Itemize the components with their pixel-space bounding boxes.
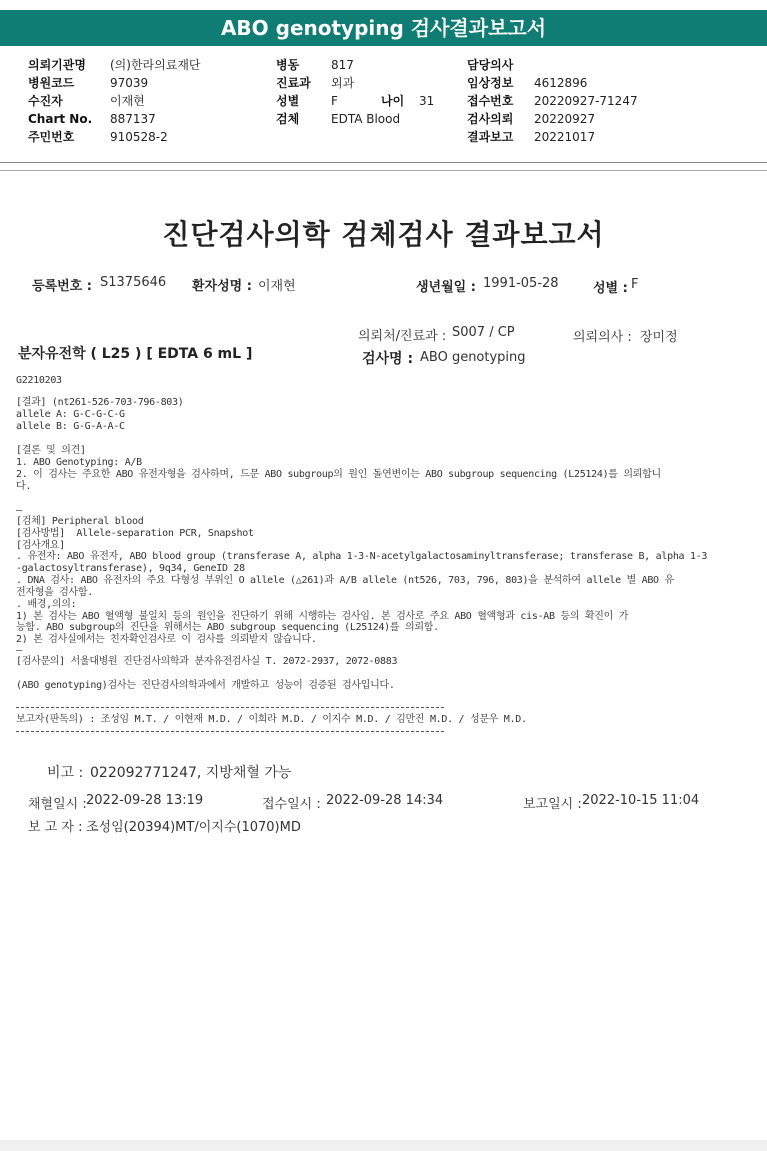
report-line: . 배경,의의: bbox=[16, 599, 77, 610]
info-row: 접수번호 20220927-71247 bbox=[467, 94, 638, 108]
report-line: [검사문의] 서울대병원 진단검사의학과 분자유전검사실 T. 2072-2937, 2072-0883 bbox=[16, 656, 398, 667]
sex-value: F bbox=[631, 277, 639, 292]
info-col2 bbox=[276, 56, 434, 128]
exam-label: 검사명 : bbox=[362, 351, 414, 367]
report-title: 진단검사의학 검체검사 결과보고서 bbox=[162, 218, 605, 251]
receive-value: 2022-09-28 14:34 bbox=[326, 793, 444, 808]
report-line: allele B: G-G-A-A-C bbox=[16, 421, 125, 432]
report-line: [결론 및 의견] bbox=[16, 445, 86, 456]
report-line: [결과] (nt261-526-703-796-803) bbox=[16, 397, 184, 408]
info-row: 담당의사 bbox=[467, 58, 514, 72]
report-line: [검체] Peripheral blood bbox=[16, 516, 144, 527]
info-row: 결과보고 20221017 bbox=[467, 130, 596, 144]
collect-label: 채혈일시 : bbox=[28, 797, 87, 812]
report-line: 능함. ABO subgroup의 진단을 위해서는 ABO subgroup sequencing (L25124)를 의뢰함. bbox=[16, 622, 439, 633]
report-line: — bbox=[16, 645, 22, 656]
exam-value: ABO genotyping bbox=[420, 350, 526, 365]
collect-value: 2022-09-28 13:19 bbox=[86, 793, 204, 808]
divider bbox=[0, 170, 767, 171]
info-row: 의뢰기관명 (의)한라의료재단 bbox=[28, 58, 201, 72]
info-col1 bbox=[28, 56, 201, 146]
footer-strip bbox=[0, 1140, 767, 1151]
specimen-code: G2210203 bbox=[16, 375, 62, 386]
note-value: 022092771247, 지방채혈 가능 bbox=[90, 765, 292, 781]
report-line: 2) 본 검사실에서는 친자확인검사로 이 검사를 의뢰받지 않습니다. bbox=[16, 634, 317, 645]
report-line: . 유전자: ABO 유전자, ABO blood group (transferase A, alpha 1-3-N-acetylgalactosaminyltransferase; transferase B, alpha 1-3 bbox=[16, 551, 708, 562]
info-row: 수진자 이재현 bbox=[28, 94, 145, 108]
report-line: 1. ABO Genotyping: A/B bbox=[16, 457, 142, 468]
report-line: — bbox=[16, 505, 22, 516]
patient-value: 이재현 bbox=[258, 279, 296, 294]
sex-label: 성별 : bbox=[593, 281, 628, 296]
info-row: 임상정보 4612896 bbox=[467, 76, 588, 90]
report-line: allele A: G-C-G-C-G bbox=[16, 409, 125, 420]
report-line: 전자형을 검사함. bbox=[16, 587, 93, 598]
info-row: 검체 EDTA Blood bbox=[276, 112, 401, 126]
dept-label: 의뢰처/진료과 : bbox=[358, 329, 447, 344]
header-title: ABO genotyping 검사결과보고서 bbox=[0, 10, 767, 46]
note-label: 비고 : bbox=[47, 765, 84, 781]
report-line: [검사개요] bbox=[16, 540, 65, 551]
reg-label: 등록번호 : bbox=[32, 279, 92, 294]
doctor-value: 장미정 bbox=[640, 330, 678, 345]
report-date-value: 2022-10-15 11:04 bbox=[582, 793, 700, 808]
divider bbox=[16, 731, 444, 732]
header-bar bbox=[0, 0, 767, 46]
report-line: . DNA 검사: ABO 유전자의 주요 다형성 부위인 O allele (△261)과 A/B allele (nt526, 703, 796, 803)을 분석하여 allele 별 ABO 유 bbox=[16, 575, 674, 586]
dob-value: 1991-05-28 bbox=[483, 276, 559, 291]
report-date-label: 보고일시 : bbox=[523, 797, 582, 812]
patient-label: 환자성명 : bbox=[192, 279, 252, 294]
reporter-label: 보 고 자 : bbox=[28, 820, 83, 835]
report-line: -galactosyltransferase), 9q34, GeneID 28 bbox=[16, 563, 245, 574]
info-row: 병원코드 97039 bbox=[28, 76, 149, 90]
reporters-line: 보고자(판독의) : 조성임 M.T. / 이현재 M.D. / 이희라 M.D. / 이지수 M.D. / 김만진 M.D. / 성문우 M.D. bbox=[16, 714, 527, 725]
divider bbox=[16, 707, 444, 708]
section-title: 분자유전학 ( L25 ) [ EDTA 6 mL ] bbox=[18, 346, 253, 362]
dob-label: 생년월일 : bbox=[416, 280, 476, 295]
info-row: 검사의뢰 20220927 bbox=[467, 112, 596, 126]
info-row: 성별 F 나이 31 bbox=[276, 94, 435, 108]
report-line: 2. 이 검사는 주요한 ABO 유전자형을 검사하며, 드문 ABO subgroup의 원인 돌연변이는 ABO subgroup sequencing (L25124)를 의뢰합니 bbox=[16, 469, 661, 480]
dept-value: S007 / CP bbox=[452, 325, 515, 340]
report-line: 1) 본 검사는 ABO 혈액형 불일치 등의 원인을 진단하기 위해 시행하는 검사임. 본 검사로 주요 ABO 혈액형과 cis-AB 등의 확진이 가 bbox=[16, 611, 629, 622]
info-col3 bbox=[467, 56, 638, 146]
receive-label: 접수일시 : bbox=[262, 797, 321, 812]
info-row: 주민번호 910528-2 bbox=[28, 130, 168, 144]
divider bbox=[0, 162, 767, 163]
report-line: [검사방법] Allele-separation PCR, Snapshot bbox=[16, 528, 254, 539]
info-row: 병동 817 bbox=[276, 58, 354, 72]
info-row: Chart No. 887137 bbox=[28, 112, 156, 126]
reporter-value: 조성임(20394)MT/이지수(1070)MD bbox=[86, 820, 301, 835]
reg-value: S1375646 bbox=[100, 275, 167, 290]
doctor-label: 의뢰의사 : bbox=[573, 330, 632, 345]
report-line: (ABO genotyping)검사는 진단검사의학과에서 개발하고 성능이 검증된 검사입니다. bbox=[16, 680, 395, 691]
info-row: 진료과 외과 bbox=[276, 76, 355, 90]
report-line: 다. bbox=[16, 481, 32, 492]
